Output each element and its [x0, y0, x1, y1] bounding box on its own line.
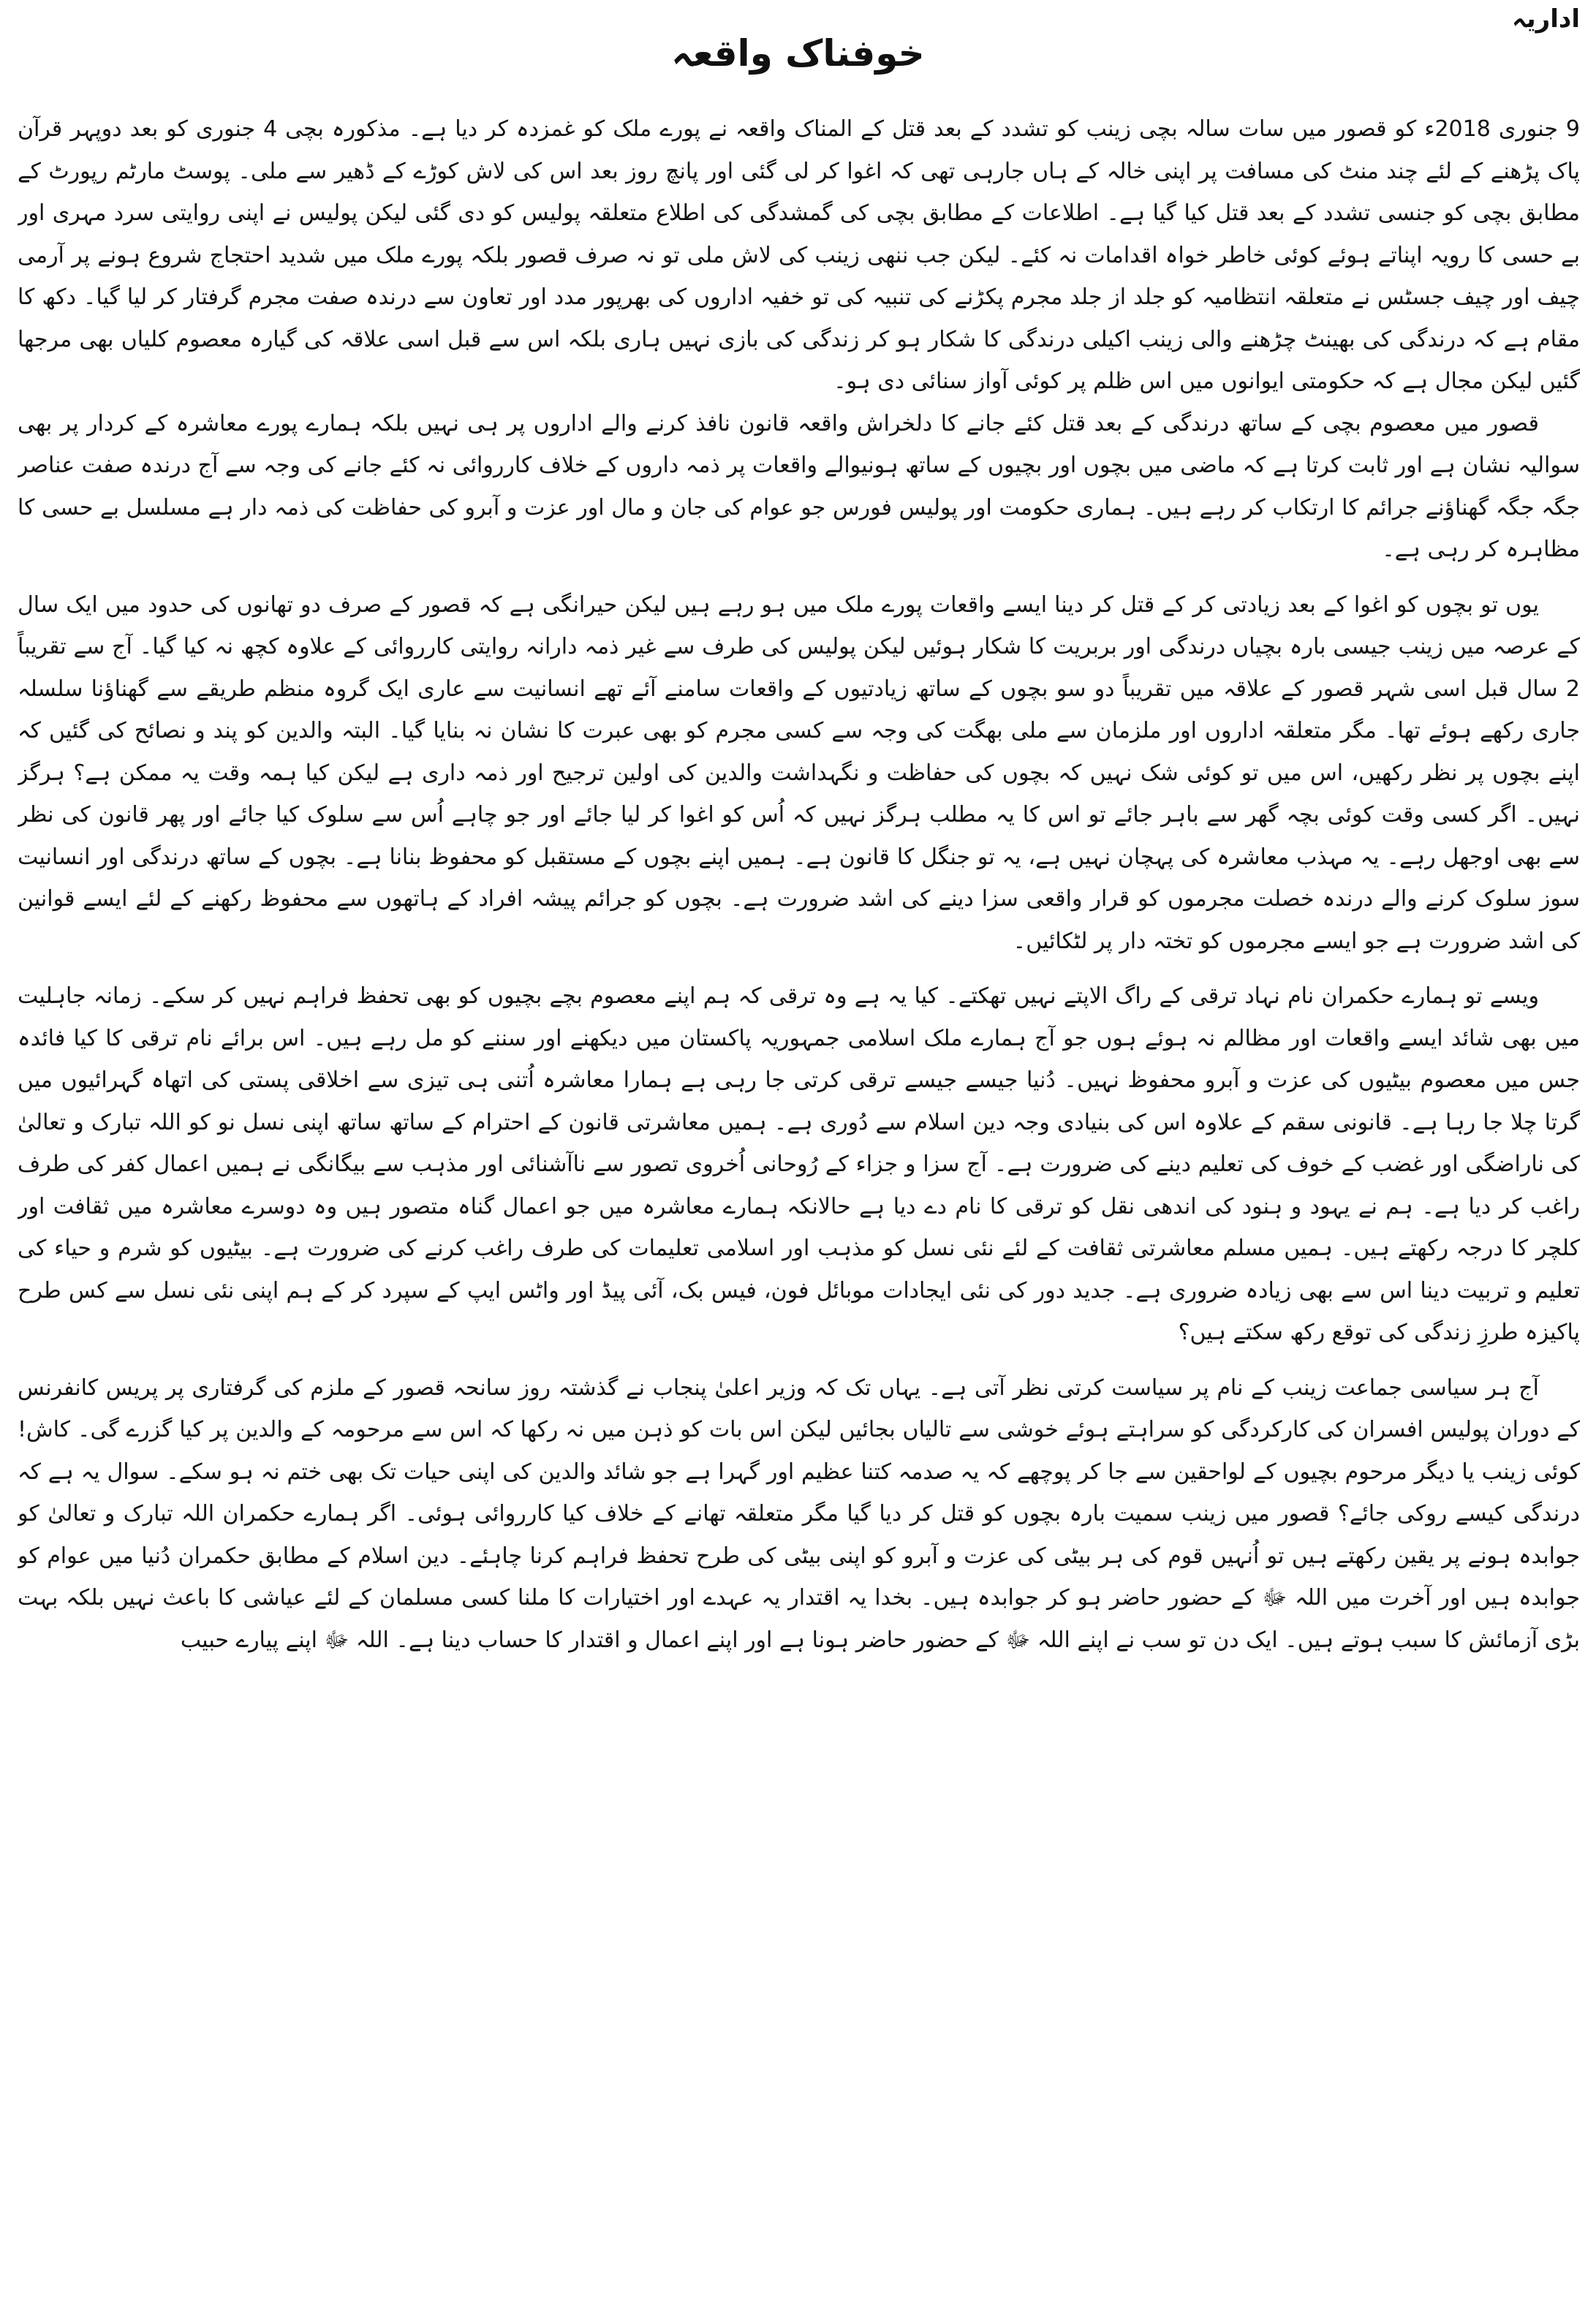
- headline: خوفناک واقعہ: [671, 32, 925, 75]
- article-body: [18, 108, 1580, 2313]
- section-label: اداریہ: [1511, 4, 1580, 34]
- paragraph-4: ویسے تو ہمارے حکمران نام نہاد ترقی کے راگ الاپتے نہیں تھکتے۔ کیا یہ ہے وہ ترقی کہ ہم اپنے معصوم بچے بچیوں کو بھی تحفظ فراہم نہیں کر سکے۔ زمانہ جاہلیت میں بھی شائد ایسے واقعات اور مظالم نہ ہوئے ہوں جو آج ہمارے ملک اسلامی جمہوریہ پاکستان میں دیکھنے اور سننے کو مل رہے ہیں۔ اس برائے نام ترقی کا کیا فائدہ جس میں معصوم بیٹیوں کی عزت و آبرو محفوظ نہیں۔ دُنیا جیسے جیسے ترقی کرتی جا رہی ہے ہمارا معاشرہ اُتنی ہی تیزی سے اخلاقی پستی کی اتھاہ گہرائیوں میں گرتا چلا جا رہا ہے۔ قانونی سقم کے علاوہ اس کی بنیادی وجہ دین اسلام سے دُوری ہے۔ ہمیں معاشرتی قانون کے احترام کے ساتھ ساتھ اپنی نسل نو کو اللہ تبارک و تعالیٰ کی ناراضگی اور غضب کے خوف کی تعلیم دینے کی ضرورت ہے۔ آج سزا و جزاء کے رُوحانی اُخروی تصور سے ناآشنائی اور مذہب سے بیگانگی نے ہمیں اعمال کفر کی طرف راغب کر دیا ہے۔ ہم نے یہود و ہنود کی اندھی نقل کو ترقی کا نام دے دیا ہے حالانکہ ہمارے معاشرہ میں جو اعمال گناہ متصور ہیں وہ دوسرے معاشرہ میں ثقافت اور کلچر کا درجہ رکھتے ہیں۔ ہمیں مسلم معاشرتی ثقافت کے لئے نئی نسل کو مذہب اور اسلامی تعلیمات کی طرف راغب کرنے کی ضرورت ہے۔ بیٹیوں کو شرم و حیاء کی تعلیم و تربیت دینا اس سے بھی زیادہ ضروری ہے۔ جدید دور کی نئی ایجادات موبائل فون، فیس بک، آئی پیڈ اور واٹس ایپ کے سپرد کر کے ہم اپنی نئی نسل سے کس طرح پاکیزہ طرزِ زندگی کی توقع رکھ سکتے ہیں؟: [18, 983, 1580, 1345]
- paragraph-5: آج ہر سیاسی جماعت زینب کے نام پر سیاست کرتی نظر آتی ہے۔ یہاں تک کہ وزیر اعلیٰ پنجاب نے گذشتہ روز سانحہ قصور کے ملزم کی گرفتاری پر پریس کانفرنس کے دوران پولیس افسران کی کارکردگی کو سراہتے ہوئے خوشی سے تالیاں بجائیں لیکن اس بات کو ذہن میں نہ رکھا کہ اس سے مرحومہ کے والدین پر کیا گزرے گی۔ کاش! کوئی زینب یا دیگر مرحوم بچیوں کے لواحقین سے جا کر پوچھے کہ یہ صدمہ کتنا عظیم اور گہرا ہے جو شائد والدین کی اپنی حیات تک بھی ختم نہ ہو سکے۔ سوال یہ ہے کہ درندگی کیسے روکی جائے؟ قصور میں زینب سمیت بارہ بچوں کو قتل کر دیا گیا مگر متعلقہ تھانے کے خلاف کیا کارروائی ہوئی۔ اگر ہمارے حکمران اللہ تبارک و تعالیٰ کو جوابدہ ہونے پر یقین رکھتے ہیں تو اُنہیں قوم کی ہر بیٹی کی عزت و آبرو کو اپنی بیٹی کی طرح تحفظ فراہم کرنا چاہئے۔ دین اسلام کے مطابق حکمران دُنیا میں عوام کو جوابدہ ہیں اور آخرت میں اللہ ﷻ کے حضور حاضر ہو کر جوابدہ ہیں۔ بخدا یہ اقتدار یہ عہدے اور اختیارات کا ملنا کسی مسلمان کے لئے عیاشی کا باعث نہیں بلکہ بہت بڑی آزمائش کا سبب ہوتے ہیں۔ ایک دن تو سب نے اپنے اللہ ﷻ کے حضور حاضر ہونا ہے اور اپنے اعمال و اقتدار کا حساب دینا ہے۔ اللہ ﷻ اپنے پیارے حبیب: [18, 1374, 1580, 1653]
- paragraph-1: 9 جنوری 2018ء کو قصور میں سات سالہ بچی زینب کو تشدد کے بعد قتل کے المناک واقعہ نے پورے ملک کو غمزدہ کر دیا ہے۔ مذکورہ بچی 4 جنوری کو بعد دوپہر قرآن پاک پڑھنے کے لئے چند منٹ کی مسافت پر اپنی خالہ کے ہاں جارہی تھی کہ اغوا کر لی گئی اور پانچ روز بعد اس کی لاش کوڑے کے ڈھیر سے ملی۔ پوسٹ مارٹم رپورٹ کے مطابق بچی کو جنسی تشدد کے بعد قتل کیا گیا ہے۔ اطلاعات کے مطابق بچی کی گمشدگی کی اطلاع متعلقہ پولیس کو دی گئی لیکن پولیس نے اپنی روایتی سرد مہری اور بے حسی کا رویہ اپناتے ہوئے کوئی خاطر خواہ اقدامات نہ کئے۔ لیکن جب ننھی زینب کی لاش ملی تو نہ صرف قصور بلکہ پورے ملک میں شدید احتجاج شروع ہونے پر آرمی چیف اور چیف جسٹس نے متعلقہ انتظامیہ کو جلد از جلد مجرم پکڑنے کی تنبیہ کی تو خفیہ اداروں کی بھرپور مدد اور تعاون سے درندہ صفت مجرم گرفتار کر لیا گیا۔ دکھ کا مقام ہے کہ درندگی کی بھینٹ چڑھنے والی زینب اکیلی درندگی کا شکار ہو کر زندگی کی بازی نہیں ہاری بلکہ اس سے قبل اسی علاقہ کی گیارہ معصوم کلیاں بھی مرجھا گئیں لیکن مجال ہے کہ حکومتی ایوانوں میں اس ظلم پر کوئی آواز سنائی دی ہو۔: [18, 116, 1580, 394]
- paragraph-3: یوں تو بچوں کو اغوا کے بعد زیادتی کر کے قتل کر دینا ایسے واقعات پورے ملک میں ہو رہے ہیں لیکن حیرانگی ہے کہ قصور کے صرف دو تھانوں کی حدود میں ایک سال کے عرصہ میں زینب جیسی بارہ بچیاں درندگی اور بربریت کا شکار ہوئیں لیکن پولیس کی طرف سے غیر ذمہ دارانہ روایتی کارروائی کے علاوہ کچھ نہ کیا گیا۔ آج سے تقریباً 2 سال قبل اسی شہر قصور کے علاقہ میں تقریباً دو سو بچوں کے ساتھ زیادتیوں کے واقعات سامنے آئے تھے انسانیت سے عاری ایک گروہ منظم طریقے سے گھناؤنا سلسلہ جاری رکھے ہوئے تھا۔ مگر متعلقہ اداروں اور ملزمان سے ملی بھگت کی وجہ سے کسی مجرم کو بھی عبرت کا نشان نہ بنایا گیا۔ البتہ والدین کو پند و نصائح کی گئیں کہ اپنے بچوں پر نظر رکھیں، اس میں تو کوئی شک نہیں کہ بچوں کی حفاظت و نگہداشت والدین کی اولین ترجیح اور ذمہ داری ہے لیکن کیا ہمہ وقت یہ ممکن ہے؟ ہرگز نہیں۔ اگر کسی وقت کوئی بچہ گھر سے باہر جائے تو اس کا یہ مطلب ہرگز نہیں کہ اُس کو اغوا کر لیا جائے اور جو چاہے اُس سے سلوک کیا جائے اور پھر قانون کی نظر سے بھی اوجھل رہے۔ یہ مہذب معاشرہ کی پہچان نہیں ہے، یہ تو جنگل کا قانون ہے۔ ہمیں اپنے بچوں کے مستقبل کو محفوظ بنانا ہے۔ بچوں کے ساتھ درندگی اور انسانیت سوز سلوک کرنے والے درندہ خصلت مجرموں کو قرار واقعی سزا دینے کی اشد ضرورت ہے۔ بچوں کو جرائم پیشہ افراد کے ہاتھوں سے محفوظ رکھنے کے لئے ایسے قوانین کی اشد ضرورت ہے جو ایسے مجرموں کو تختہ دار پر لٹکائیں۔: [18, 591, 1580, 954]
- paragraph-2: قصور میں معصوم بچی کے ساتھ درندگی کے بعد قتل کئے جانے کا دلخراش واقعہ قانون نافذ کرنے والے اداروں پر ہی نہیں بلکہ ہمارے پورے معاشرہ کے کردار پر بھی سوالیہ نشان ہے اور ثابت کرتا ہے کہ ماضی میں بچوں اور بچیوں کے ساتھ ہونیوالے واقعات پر ذمہ داروں کے خلاف کارروائی نہ کئے جانے کی وجہ سے آج درندہ صفت عناصر جگہ جگہ گھناؤنے جرائم کا ارتکاب کر رہے ہیں۔ ہماری حکومت اور پولیس فورس جو عوام کی جان و مال اور عزت و آبرو کی حفاظت کی ذمہ دار ہے مسلسل بے حسی کا مظاہرہ کر رہی ہے۔: [18, 410, 1580, 562]
